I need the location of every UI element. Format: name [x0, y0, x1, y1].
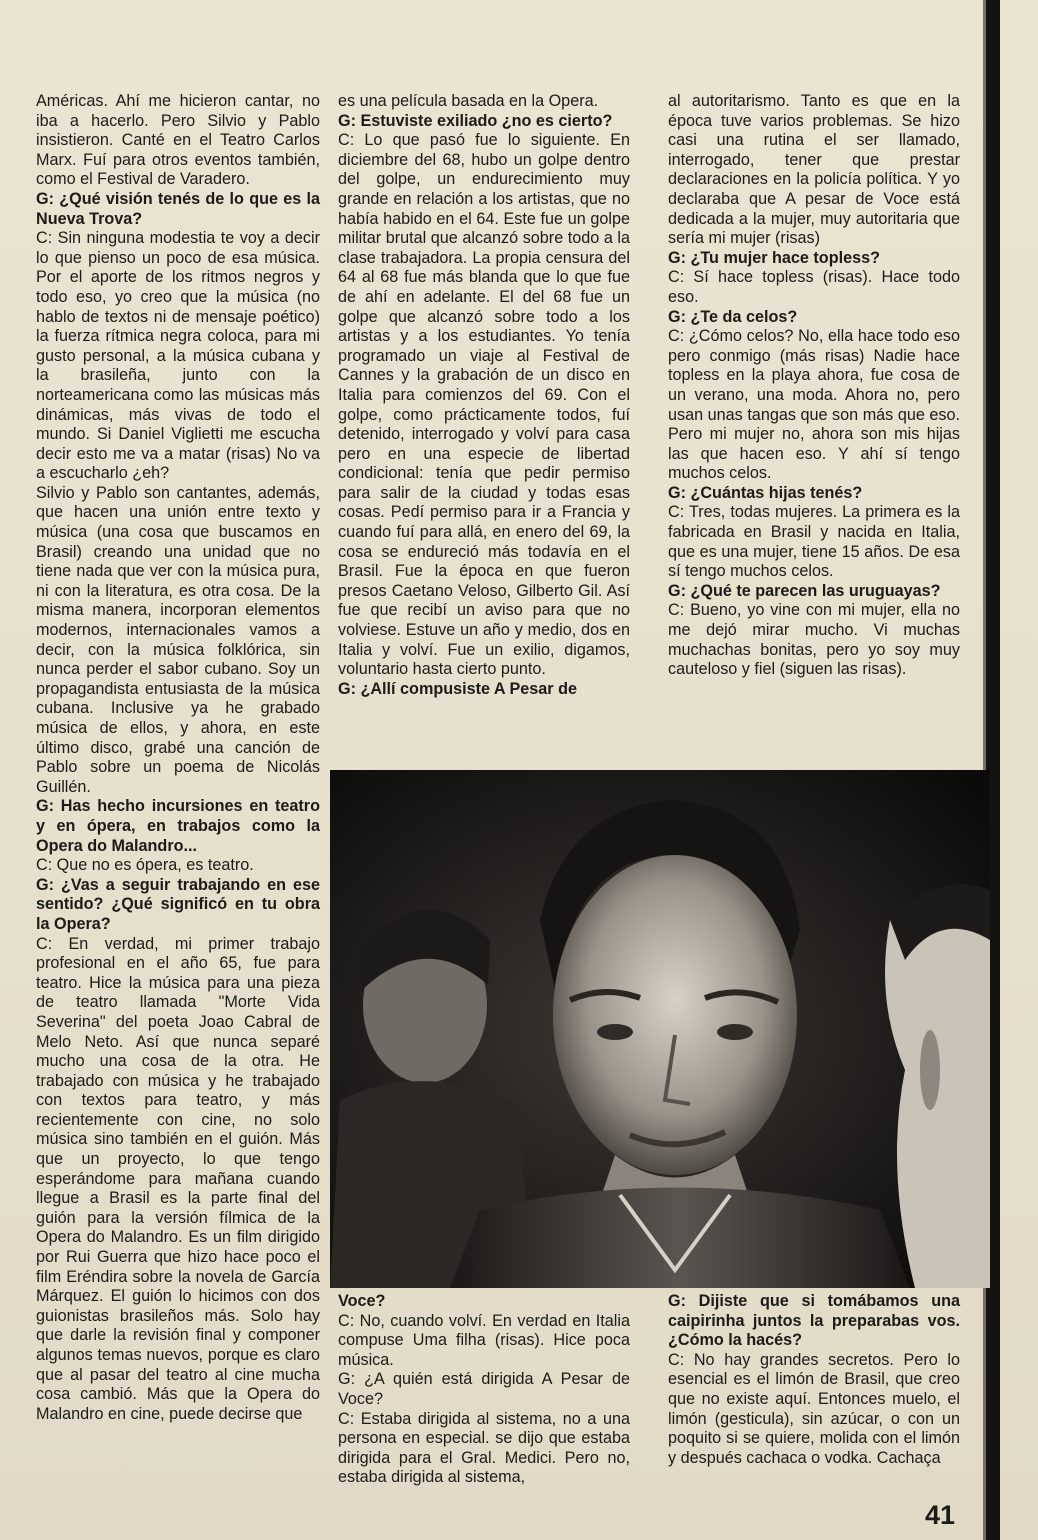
- paragraph: Silvio y Pablo son cantantes, además, que hacen una unión entre texto y música (una cosa que buscamos en Brasil) creando una unidad que no tiene nada que ver con la música pura, ni con la literatura, es otra cosa. De la misma manera, incorporan elementos modernos, internacionales vamos a decir, con la música folklórica, sin nunca perder el sabor cubano. Soy un propagandista entusiasta de la música cubana. Inclusive ya he grabado música de ellos, y ahora, en este último disco, grabé una canción de Pablo sobre un poema de Nicolás Guillén.: [36, 483, 320, 796]
- question: G: ¿Qué te parecen las uruguayas?: [668, 581, 941, 600]
- paragraph: C: Sí hace topless (risas). Hace todo eso.: [668, 268, 960, 306]
- paragraph: al autoritarismo. Tanto es que en la época tuve varios problemas. Se hizo casi una rutina el ser llamado, interrogado, tener que prestar declaraciones en la policía política. Y yo declaraba que A pesar de Voce está dedicada a la mujer, muy autoritaria que sería mi mujer (risas): [668, 92, 960, 248]
- question: G: Estuviste exiliado ¿no es cierto?: [338, 111, 613, 130]
- question: G: ¿A quién está dirigida A Pesar de Voce?: [338, 1370, 630, 1408]
- question: G: ¿Qué visión tenés de lo que es la Nueva Trova?: [36, 189, 320, 228]
- paragraph: C: Bueno, yo vine con mi mujer, ella no me dejó mirar mucho. Vi muchas muchachas bonitas, pero yo soy muy cauteloso y fiel (siguen las risas).: [668, 601, 960, 679]
- question: G: ¿Tu mujer hace topless?: [668, 248, 880, 267]
- question: G: ¿Vas a seguir trabajando en ese sentido? ¿Qué significó en tu obra la Opera?: [36, 875, 320, 933]
- column-2-top: [338, 92, 630, 699]
- question: G: Dijiste que si tomábamos una caipirinha juntos la preparabas vos. ¿Cómo la hacés?: [668, 1292, 960, 1350]
- interview-photo: [330, 770, 990, 1288]
- column-2-bottom: [338, 1292, 630, 1488]
- page-number: 41: [925, 1500, 956, 1530]
- paragraph: C: No hay grandes secretos. Pero lo esencial es el limón de Brasil, que creo que no existe aquí. Entonces muelo, el limón (gesticula), sin azúcar, o con un poquito si se quiere, molida con el limón y después cachaca o vodka. Cachaça: [668, 1350, 960, 1467]
- question: G: ¿Allí compusiste A Pesar de: [338, 679, 577, 698]
- question: Voce?: [338, 1292, 386, 1310]
- paragraph: C: Lo que pasó fue lo siguiente. En diciembre del 68, hubo un golpe dentro del golpe, un endurecimiento muy grande en relación a los artistas, que no había habido en el 64. Este fue un golpe militar brutal que alcanzó sobre todo a la clase trabajadora. La propia censura del 64 al 68 fue más blanda que lo que fue de ahí en adelante. El del 68 fue un golpe que alcanzó sobre todo a los artistas y a los estudiantes. Yo tenía programado un viaje al Festival de Cannes y la grabación de un disco en Italia para comienzos del 69. Con el golpe, como prácticamente todos, fuí detenido, interrogado y volví para casa pero en una especie de libertad condicional: tenía que pedir permiso para salir de la ciudad y todas esas cosas. Pedí permiso para ir a Francia y cuando fuí para allá, en enero del 69, la cosa se endureció más todavía en el Brasil. Fue la época en que fueron presos Caetano Veloso, Gilberto Gil. Así fue que recibí un aviso para que no volviese. Estuve un año y medio, dos en Italia y volví. Fue un exilio, digamos, voluntario hasta cierto punto.: [338, 131, 630, 679]
- paragraph: C: ¿Cómo celos? No, ella hace todo eso pero conmigo (más risas) Nadie hace topless en la playa ahora, fue cosa de un verano, una moda. Ahora no, pero usan unas tangas que son más que eso. Pero mi mujer no, ahora son mis hijas las que hacen eso. Y ahí sí tengo muchos celos.: [668, 327, 960, 483]
- paragraph: C: No, cuando volví. En verdad en Italia compuse Uma filha (risas). Hice poca música.: [338, 1311, 630, 1369]
- column-3-bottom: [668, 1292, 960, 1468]
- paragraph: C: Que no es ópera, es teatro.: [36, 856, 254, 875]
- column-3-top: [668, 92, 960, 680]
- paragraph: C: En verdad, mi primer trabajo profesional en el año 65, fue para teatro. Hice la música para una pieza de teatro llamada "Morte Vida Severina" del poeta Joao Cabral de Melo Neto. Así que nunca separé mucho una cosa de la otra. He trabajado con música y he trabajado con textos para teatro, y más recientemente con cine, no solo música sino también en el guión. Más que un proyecto, lo que tengo esperándome para mañana cuando llegue a Brasil es la parte final del guión para la versión fílmica de la Opera do Malandro. Es un film dirigido por Rui Guerra que hizo hace poco el film Eréndira sobre la novela de García Márquez. El guión lo hicimos con dos guionistas brasileños más. Solo hay que darle la revisión final y componer algunos temas nuevos, porque es claro que al pasar del teatro al cine mucha cosa cambió. Más que la Opera do Malandro en cine, puede decirse que: [36, 934, 320, 1423]
- paragraph: C: Sin ninguna modestia te voy a decir lo que pienso un poco de esa música. Por el aporte de los ritmos negros y todo eso, yo creo que la música (no hablo de textos ni de mensaje poético) la fuerza rítmica negra coloca, para mi gusto personal, a la música cubana y la brasileña, junto con la norteamericana como las músicas más dinámicas, más vivas de todo el mundo. Si Daniel Viglietti me escucha decir esto me va a matar (risas) No va a escucharlo ¿eh?: [36, 229, 320, 483]
- question: G: ¿Cuántas hijas tenés?: [668, 483, 863, 502]
- paragraph: Américas. Ahí me hicieron cantar, no iba a hacerlo. Pero Silvio y Pablo insistieron. Canté en el Teatro Carlos Marx. Fuí para otros eventos también, como el Festival de Varadero.: [36, 92, 320, 189]
- paragraph: C: Estaba dirigida al sistema, no a una persona en especial. se dijo que estaba dirigida para el Gral. Medici. Pero no, estaba dirigida al sistema,: [338, 1409, 630, 1487]
- photo-illustration: [330, 770, 990, 1288]
- paragraph: C: Tres, todas mujeres. La primera es la fabricada en Brasil y nacida en Italia, que es una mujer, tiene 15 años. De esa sí tengo muchos celos.: [668, 503, 960, 581]
- question: G: ¿Te da celos?: [668, 307, 798, 326]
- column-1: [36, 92, 320, 1424]
- question: G: Has hecho incursiones en teatro y en ópera, en trabajos como la Opera do Malandro...: [36, 797, 320, 855]
- paragraph: es una película basada en la Opera.: [338, 92, 599, 110]
